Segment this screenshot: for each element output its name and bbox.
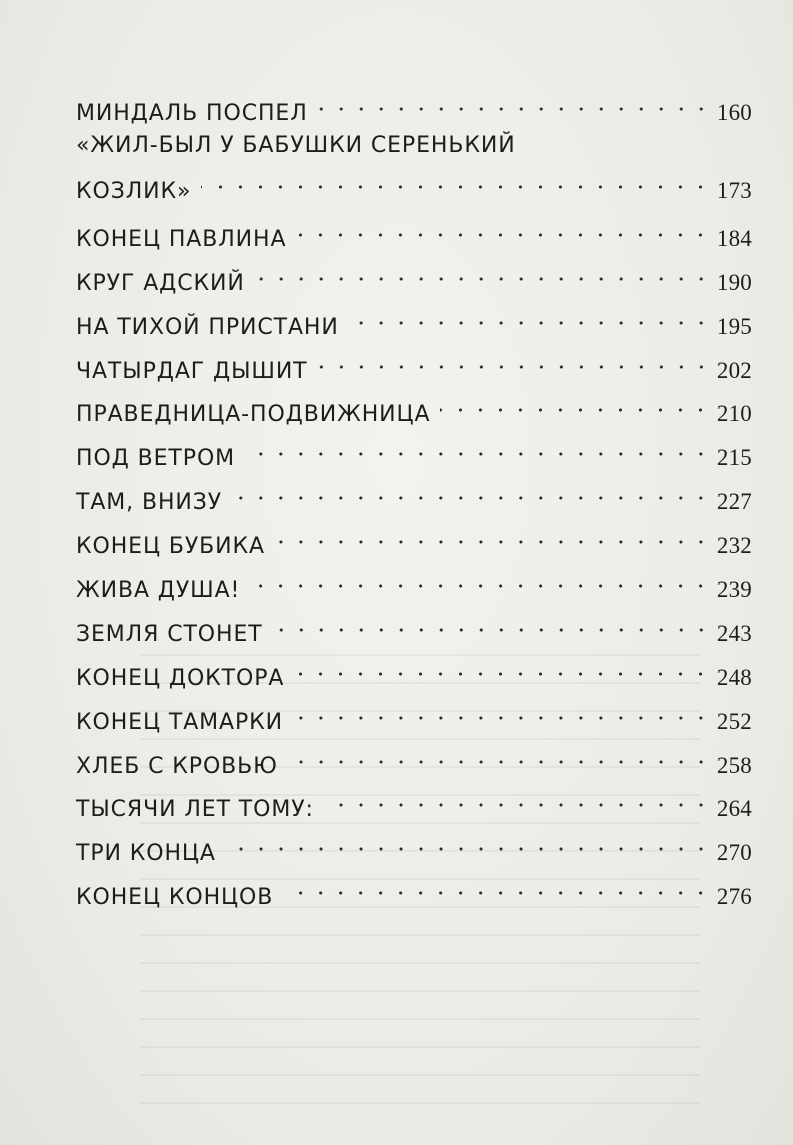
toc-entry-page: 215: [716, 445, 752, 471]
toc-entry-title: ХЛЕБ С КРОВЬЮ: [76, 753, 278, 779]
toc-entry-page: 248: [716, 664, 752, 690]
toc-entry-title: КОНЕЦ БУБИКА: [76, 534, 265, 560]
dot-leader: [283, 868, 711, 904]
toc-entry-page: 258: [716, 752, 752, 778]
toc-entry-page: 252: [716, 708, 752, 734]
toc-entry: [76, 693, 752, 737]
toc-entry-page: 160: [716, 100, 752, 125]
toc-entry: [76, 298, 752, 342]
dot-leader: [349, 298, 711, 334]
toc-entry-page: 190: [716, 269, 752, 295]
dot-leader: [288, 737, 711, 773]
dot-leader: [318, 342, 711, 378]
toc-entry-title: ЧАТЫРДАГ ДЫШИТ: [76, 358, 308, 384]
dot-leader: [324, 780, 711, 816]
dot-leader: [273, 605, 711, 641]
toc-entry-title: МИНДАЛЬ ПОСПЕЛ: [76, 101, 308, 126]
dot-leader: [232, 473, 711, 509]
dot-leader: [250, 561, 711, 597]
dot-leader: [226, 824, 711, 860]
toc-entry: [76, 517, 752, 561]
toc-entry-page: 243: [716, 620, 752, 646]
toc-entry-page: 195: [716, 313, 752, 339]
toc-entry-page: 210: [716, 401, 752, 427]
toc-entry-title: КОНЕЦ ПАВЛИНА: [76, 226, 287, 252]
toc-entry-page: 276: [716, 884, 752, 910]
dot-leader: [294, 649, 711, 685]
toc-entry: [76, 473, 752, 517]
toc-entry-page: 270: [716, 840, 752, 866]
dot-leader: [440, 385, 710, 421]
dot-leader: [296, 210, 710, 246]
toc-entry: [76, 429, 752, 473]
toc-entry-title: КРУГ АДСКИЙ: [76, 270, 245, 296]
toc-entry: [76, 605, 752, 649]
toc-entry-title: ТЫСЯЧИ ЛЕТ ТОМУ:: [76, 797, 314, 823]
toc-entry: [76, 342, 752, 386]
toc-entry-title: ПОД ВЕТРОМ: [76, 446, 236, 472]
toc-entry-page: 232: [716, 533, 752, 559]
toc-entry: [76, 254, 752, 298]
toc-entry: [76, 84, 752, 128]
toc-entry-page: 184: [716, 225, 752, 251]
dot-leader: [245, 429, 711, 465]
toc-entry-title: НА ТИХОЙ ПРИСТАНИ: [76, 314, 339, 340]
toc-entry-page: 264: [716, 796, 752, 822]
toc-entry-page: 239: [716, 577, 752, 603]
toc-entry: [76, 385, 752, 429]
toc-entry-title: КОНЕЦ ДОКТОРА: [76, 665, 285, 691]
dot-leader: [293, 693, 711, 729]
dot-leader: [318, 84, 711, 120]
table-of-contents: [76, 84, 752, 912]
toc-entry-title: ЖИВА ДУША!: [76, 578, 241, 604]
toc-entry-title-line2: КОЗЛИК»: [76, 178, 192, 204]
toc-entry: [76, 824, 752, 868]
toc-entry-page: 202: [716, 357, 752, 383]
toc-entry: [76, 780, 752, 824]
toc-entry-title: ЗЕМЛЯ СТОНЕТ: [76, 621, 263, 647]
toc-entry: [76, 868, 752, 912]
toc-entry-title: ПРАВЕДНИЦА-ПОДВИЖНИЦА: [76, 402, 431, 428]
toc-entry-title-line1: «ЖИЛ-БЫЛ У БАБУШКИ СЕРЕНЬКИЙ: [76, 132, 516, 158]
toc-entry-title: ТРИ КОНЦА: [76, 841, 216, 867]
toc-entry-title: КОНЕЦ ТАМАРКИ: [76, 709, 284, 735]
toc-entry: [76, 210, 752, 254]
toc-entry: [76, 649, 752, 693]
toc-entry-page: 173: [716, 177, 752, 203]
toc-entry: [76, 737, 752, 781]
dot-leader: [255, 254, 711, 290]
dot-leader: [275, 517, 711, 553]
toc-entry: [76, 561, 752, 605]
toc-entry: [76, 128, 752, 210]
dot-leader: [201, 162, 710, 198]
toc-entry-title: КОНЕЦ КОНЦОВ: [76, 885, 274, 911]
toc-entry-page: 227: [716, 489, 752, 515]
toc-entry-title: ТАМ, ВНИЗУ: [76, 490, 223, 516]
